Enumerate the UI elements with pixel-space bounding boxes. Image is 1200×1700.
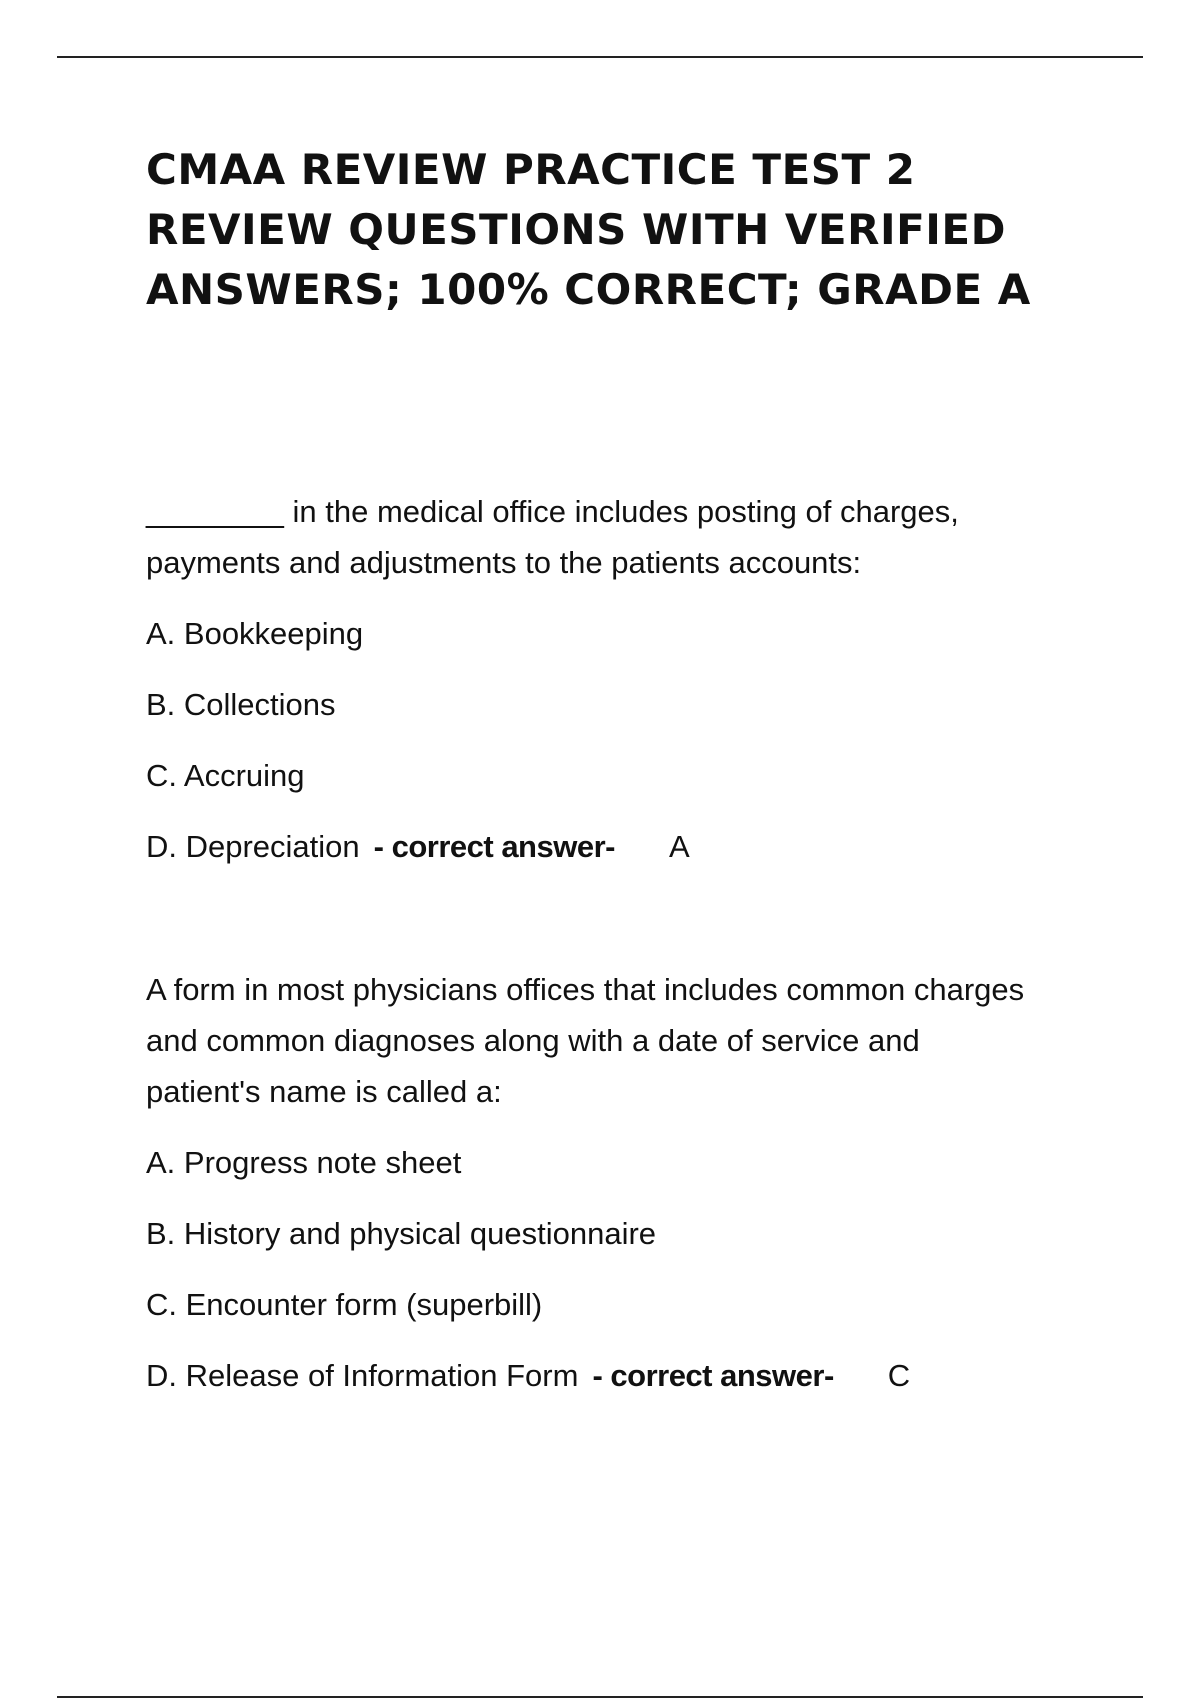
option-a: A. Bookkeeping [146,616,364,651]
option-d: D. Depreciation [146,829,360,864]
option-b: B. History and physical questionnaire [146,1216,657,1251]
stem-line: and common diagnoses along with a date of service and [146,1023,920,1058]
bottom-divider [57,1696,1143,1698]
question-1 [146,486,1106,872]
correct-answer-label: - correct answer- [373,829,615,864]
title-line: CMAA REVIEW PRACTICE TEST 2 [146,145,916,194]
option-a: A. Progress note sheet [146,1145,462,1180]
document-title [146,140,1106,320]
option-d: D. Release of Information Form [146,1358,579,1393]
stem-line: A form in most physicians offices that includes common charges [146,972,1025,1007]
question-2 [146,964,1106,1401]
title-line: REVIEW QUESTIONS WITH VERIFIED [146,205,1006,254]
correct-answer-value: A [668,829,690,864]
option-d-with-answer [146,821,1106,872]
option-c: C. Accruing [146,758,305,793]
stem-line: patient's name is called a: [146,1074,502,1109]
correct-answer-value: C [887,1358,911,1393]
stem-line: ________ in the medical office includes posting of charges, [146,494,959,529]
option-c: C. Encounter form (superbill) [146,1287,543,1322]
title-line: ANSWERS; 100% CORRECT; GRADE A [146,265,1031,314]
option-b: B. Collections [146,687,336,722]
correct-answer-label: - correct answer- [592,1358,834,1393]
question-stem [146,964,1106,1117]
top-divider [57,56,1143,58]
option-d-with-answer [146,1350,1106,1401]
question-stem [146,486,1106,588]
stem-line: payments and adjustments to the patients accounts: [146,545,862,580]
